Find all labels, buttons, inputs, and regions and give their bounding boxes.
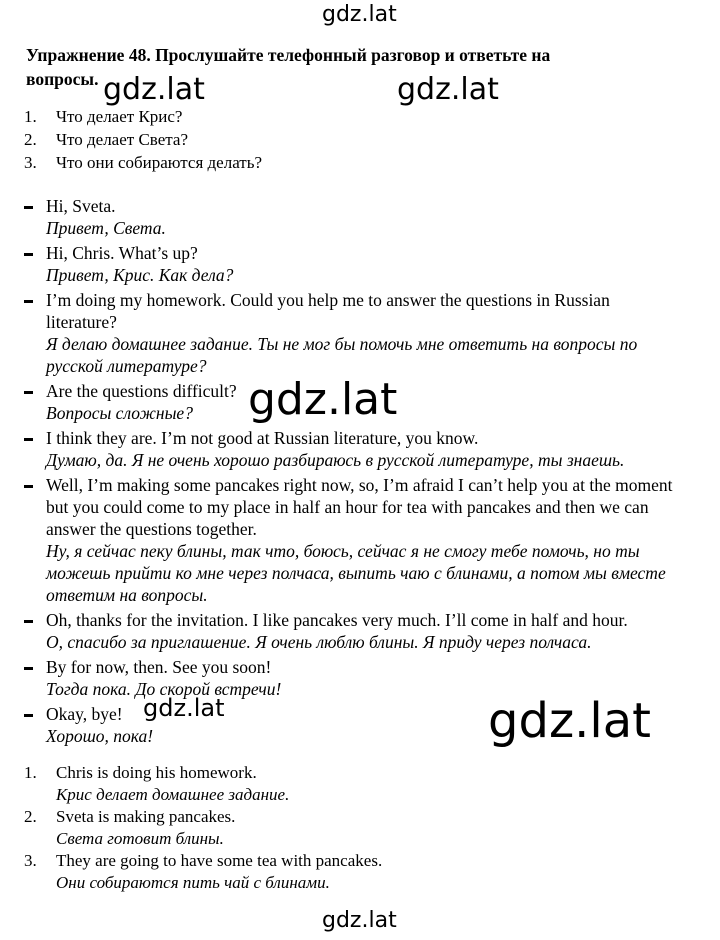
- dialog-line-ru: Вопросы сложные?: [46, 403, 193, 423]
- answer-list: [24, 762, 664, 894]
- dialog-turn: [24, 474, 674, 606]
- answer-number: 3.: [24, 851, 37, 870]
- dash-marker: [24, 391, 33, 394]
- question-item: [24, 128, 262, 151]
- dialog-line-en: Hi, Chris. What’s up?: [46, 243, 198, 263]
- answer-text-ru: Они собираются пить чай с блинами.: [56, 873, 330, 892]
- dash-marker: [24, 714, 33, 717]
- dash-marker: [24, 300, 33, 303]
- dialog-line-en: Okay, bye!: [46, 704, 123, 724]
- answer-text-en: Sveta is making pancakes.: [56, 807, 236, 826]
- dialog: [24, 195, 674, 750]
- dialog-turn: [24, 195, 674, 239]
- question-item: [24, 105, 262, 128]
- dialog-turn: [24, 289, 674, 377]
- dialog-line-ru: Я делаю домашнее задание. Ты не мог бы помочь мне ответить на вопросы по русской литературе?: [46, 334, 638, 376]
- watermark-left: gdz.lat: [103, 72, 205, 107]
- watermark-bottom: gdz.lat: [322, 908, 397, 933]
- dash-marker: [24, 253, 33, 256]
- question-number: 3.: [24, 153, 37, 172]
- dialog-turn: [24, 609, 674, 653]
- answer-item: [24, 850, 664, 894]
- dialog-line-en: I think they are. I’m not good at Russian literature, you know.: [46, 428, 479, 448]
- dialog-line-en: Hi, Sveta.: [46, 196, 116, 216]
- answer-text-en: Chris is doing his homework.: [56, 763, 257, 782]
- watermark-inline: gdz.lat: [143, 694, 225, 722]
- question-text: Что делает Крис?: [56, 107, 183, 126]
- dialog-line-ru: Хорошо, пока!: [46, 726, 154, 746]
- dialog-line-en: I’m doing my homework. Could you help me to answer the questions in Russian literature?: [46, 290, 610, 332]
- dialog-line-ru: Думаю, да. Я не очень хорошо разбираюсь в русской литературе, ты знаешь.: [46, 450, 625, 470]
- exercise-title: Упражнение 48. Прослушайте телефонный разговор и ответьте на вопросы.: [26, 45, 551, 89]
- dash-marker: [24, 667, 33, 670]
- question-number: 1.: [24, 107, 37, 126]
- dialog-turn: [24, 427, 674, 471]
- dash-marker: [24, 620, 33, 623]
- watermark-right: gdz.lat: [397, 72, 499, 107]
- dialog-line-ru: Привет, Крис. Как дела?: [46, 265, 234, 285]
- question-list: [24, 105, 262, 174]
- question-text: Что делает Света?: [56, 130, 188, 149]
- question-text: Что они собираются делать?: [56, 153, 263, 172]
- dash-marker: [24, 206, 33, 209]
- dash-marker: [24, 485, 33, 488]
- answer-text-ru: Крис делает домашнее задание.: [56, 785, 290, 804]
- dialog-line-ru: Ну, я сейчас пеку блины, так что, боюсь, сейчас я не смогу тебе помочь, но ты можешь прийти ко мне через полчаса, выпить чаю с блинами, а потом мы вместе ответим на вопросы.: [46, 541, 666, 605]
- answer-text-en: They are going to have some tea with pancakes.: [56, 851, 383, 870]
- dialog-line-ru: О, спасибо за приглашение. Я очень люблю блины. Я приду через полчаса.: [46, 632, 592, 652]
- answer-text-ru: Света готовит блины.: [56, 829, 224, 848]
- dialog-line-en: Well, I’m making some pancakes right now, so, I’m afraid I can’t help you at the moment but you could come to my place in half an hour for tea with pancakes and then we can answer the questions together.: [46, 475, 673, 539]
- question-item: [24, 151, 262, 174]
- dialog-line-en: By for now, then. See you soon!: [46, 657, 272, 677]
- dash-marker: [24, 438, 33, 441]
- watermark-top: gdz.lat: [322, 2, 397, 27]
- answer-item: [24, 762, 664, 806]
- answer-number: 1.: [24, 763, 37, 782]
- answer-item: [24, 806, 664, 850]
- dialog-line-en: Are the questions difficult?: [46, 381, 237, 401]
- question-number: 2.: [24, 130, 37, 149]
- answer-number: 2.: [24, 807, 37, 826]
- dialog-turn: [24, 242, 674, 286]
- dialog-line-ru: Привет, Света.: [46, 218, 166, 238]
- watermark-large: gdz.lat: [488, 693, 651, 749]
- watermark-center: gdz.lat: [248, 374, 398, 425]
- dialog-line-ru: Тогда пока. До скорой встречи!: [46, 679, 282, 699]
- dialog-line-en: Oh, thanks for the invitation. I like pancakes very much. I’ll come in half and hour.: [46, 610, 628, 630]
